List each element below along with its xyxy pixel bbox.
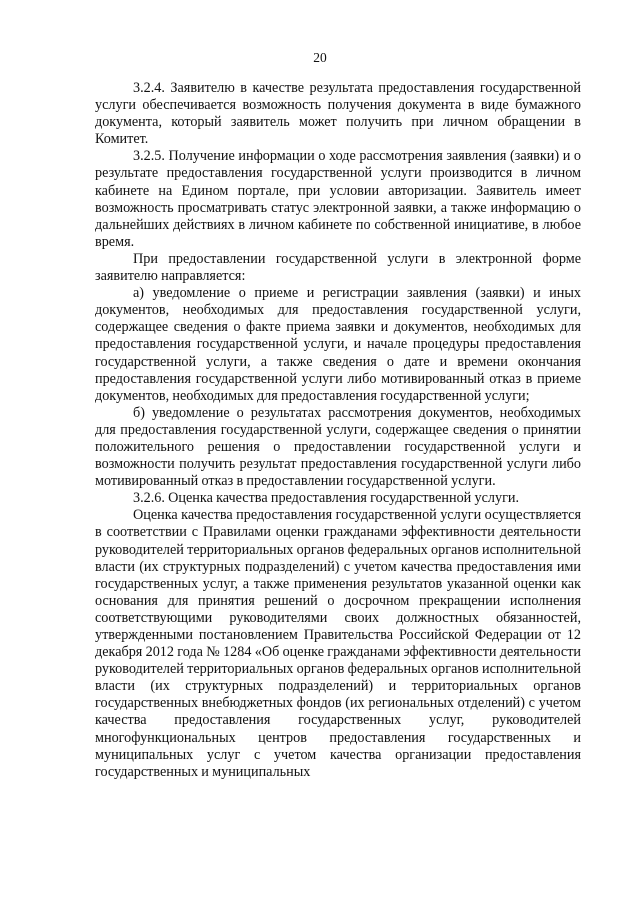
paragraph-quality-assessment: Оценка качества предоставления государственной услуги осуществляется в соответствии с Правилами оценки гражданами эффективности деятельности руководителей территориальных органов федеральных органов исполнительной власти (их структурных подразделений) с учетом качества предоставления ими государственных услуг, а также применения результатов указанной оценки как основания для принятия решений о досрочном прекращении исполнения соответствующими руководителями своих должностных обязанностей, утвержденными постановлением Правительства Российской Федерации от 12 декабря 2012 года № 1284 «Об оценке гражданами эффективности деятельности руководителей территориальных органов федеральных органов исполнительной власти (их структурных подразделений) и территориальных органов государственных внебюджетных фондов (их региональных отделений) с учетом качества предоставления государственных услуг, руководителей многофункциональных центров предоставления государственных и муниципальных услуг с учетом качества организации предоставления государственных и муниципальных — [95, 507, 581, 780]
paragraph-item-a: а) уведомление о приеме и регистрации заявления (заявки) и иных документов, необходимых для предоставления государственной услуги, содержащее сведения о факте приема заявки и документов, необходимых для предоставления государственной услуги, и начале процедуры предоставления государственной услуги, а также сведения о дате и времени окончания предоставления государственной услуги либо мотивированный отказ в приеме документов, необходимых для предоставления государственной услуги; — [95, 285, 581, 404]
page-number: 20 — [313, 50, 327, 65]
paragraph-3-2-6: 3.2.6. Оценка качества предоставления государственной услуги. — [133, 490, 520, 507]
paragraph-electronic-form-intro: При предоставлении государственной услуги в электронной форме заявителю направляется: — [95, 250, 581, 285]
document-body — [95, 80, 581, 781]
paragraph-item-b: б) уведомление о результатах рассмотрения документов, необходимых для предоставления государственной услуги, содержащее сведения о принятии положительного решения о предоставлении государственной услуги и возможности получить результат предоставления государственной услуги либо мотивированный отказ в предоставлении государственной услуги. — [95, 404, 581, 490]
paragraph-3-2-4: 3.2.4. Заявителю в качестве результата предоставления государственной услуги обеспечивается возможность получения документа в виде бумажного документа, который заявитель может получить при личном обращении в Комитет. — [95, 80, 581, 148]
paragraph-3-2-5: 3.2.5. Получение информации о ходе рассмотрения заявления (заявки) и о результате предоставления государственной услуги производится в личном кабинете на Едином портале, при условии авторизации. Заявитель имеет возможность просматривать статус электронной заявки, а также информацию о дальнейших действиях в личном кабинете по собственной инициативе, в любое время. — [95, 148, 581, 250]
